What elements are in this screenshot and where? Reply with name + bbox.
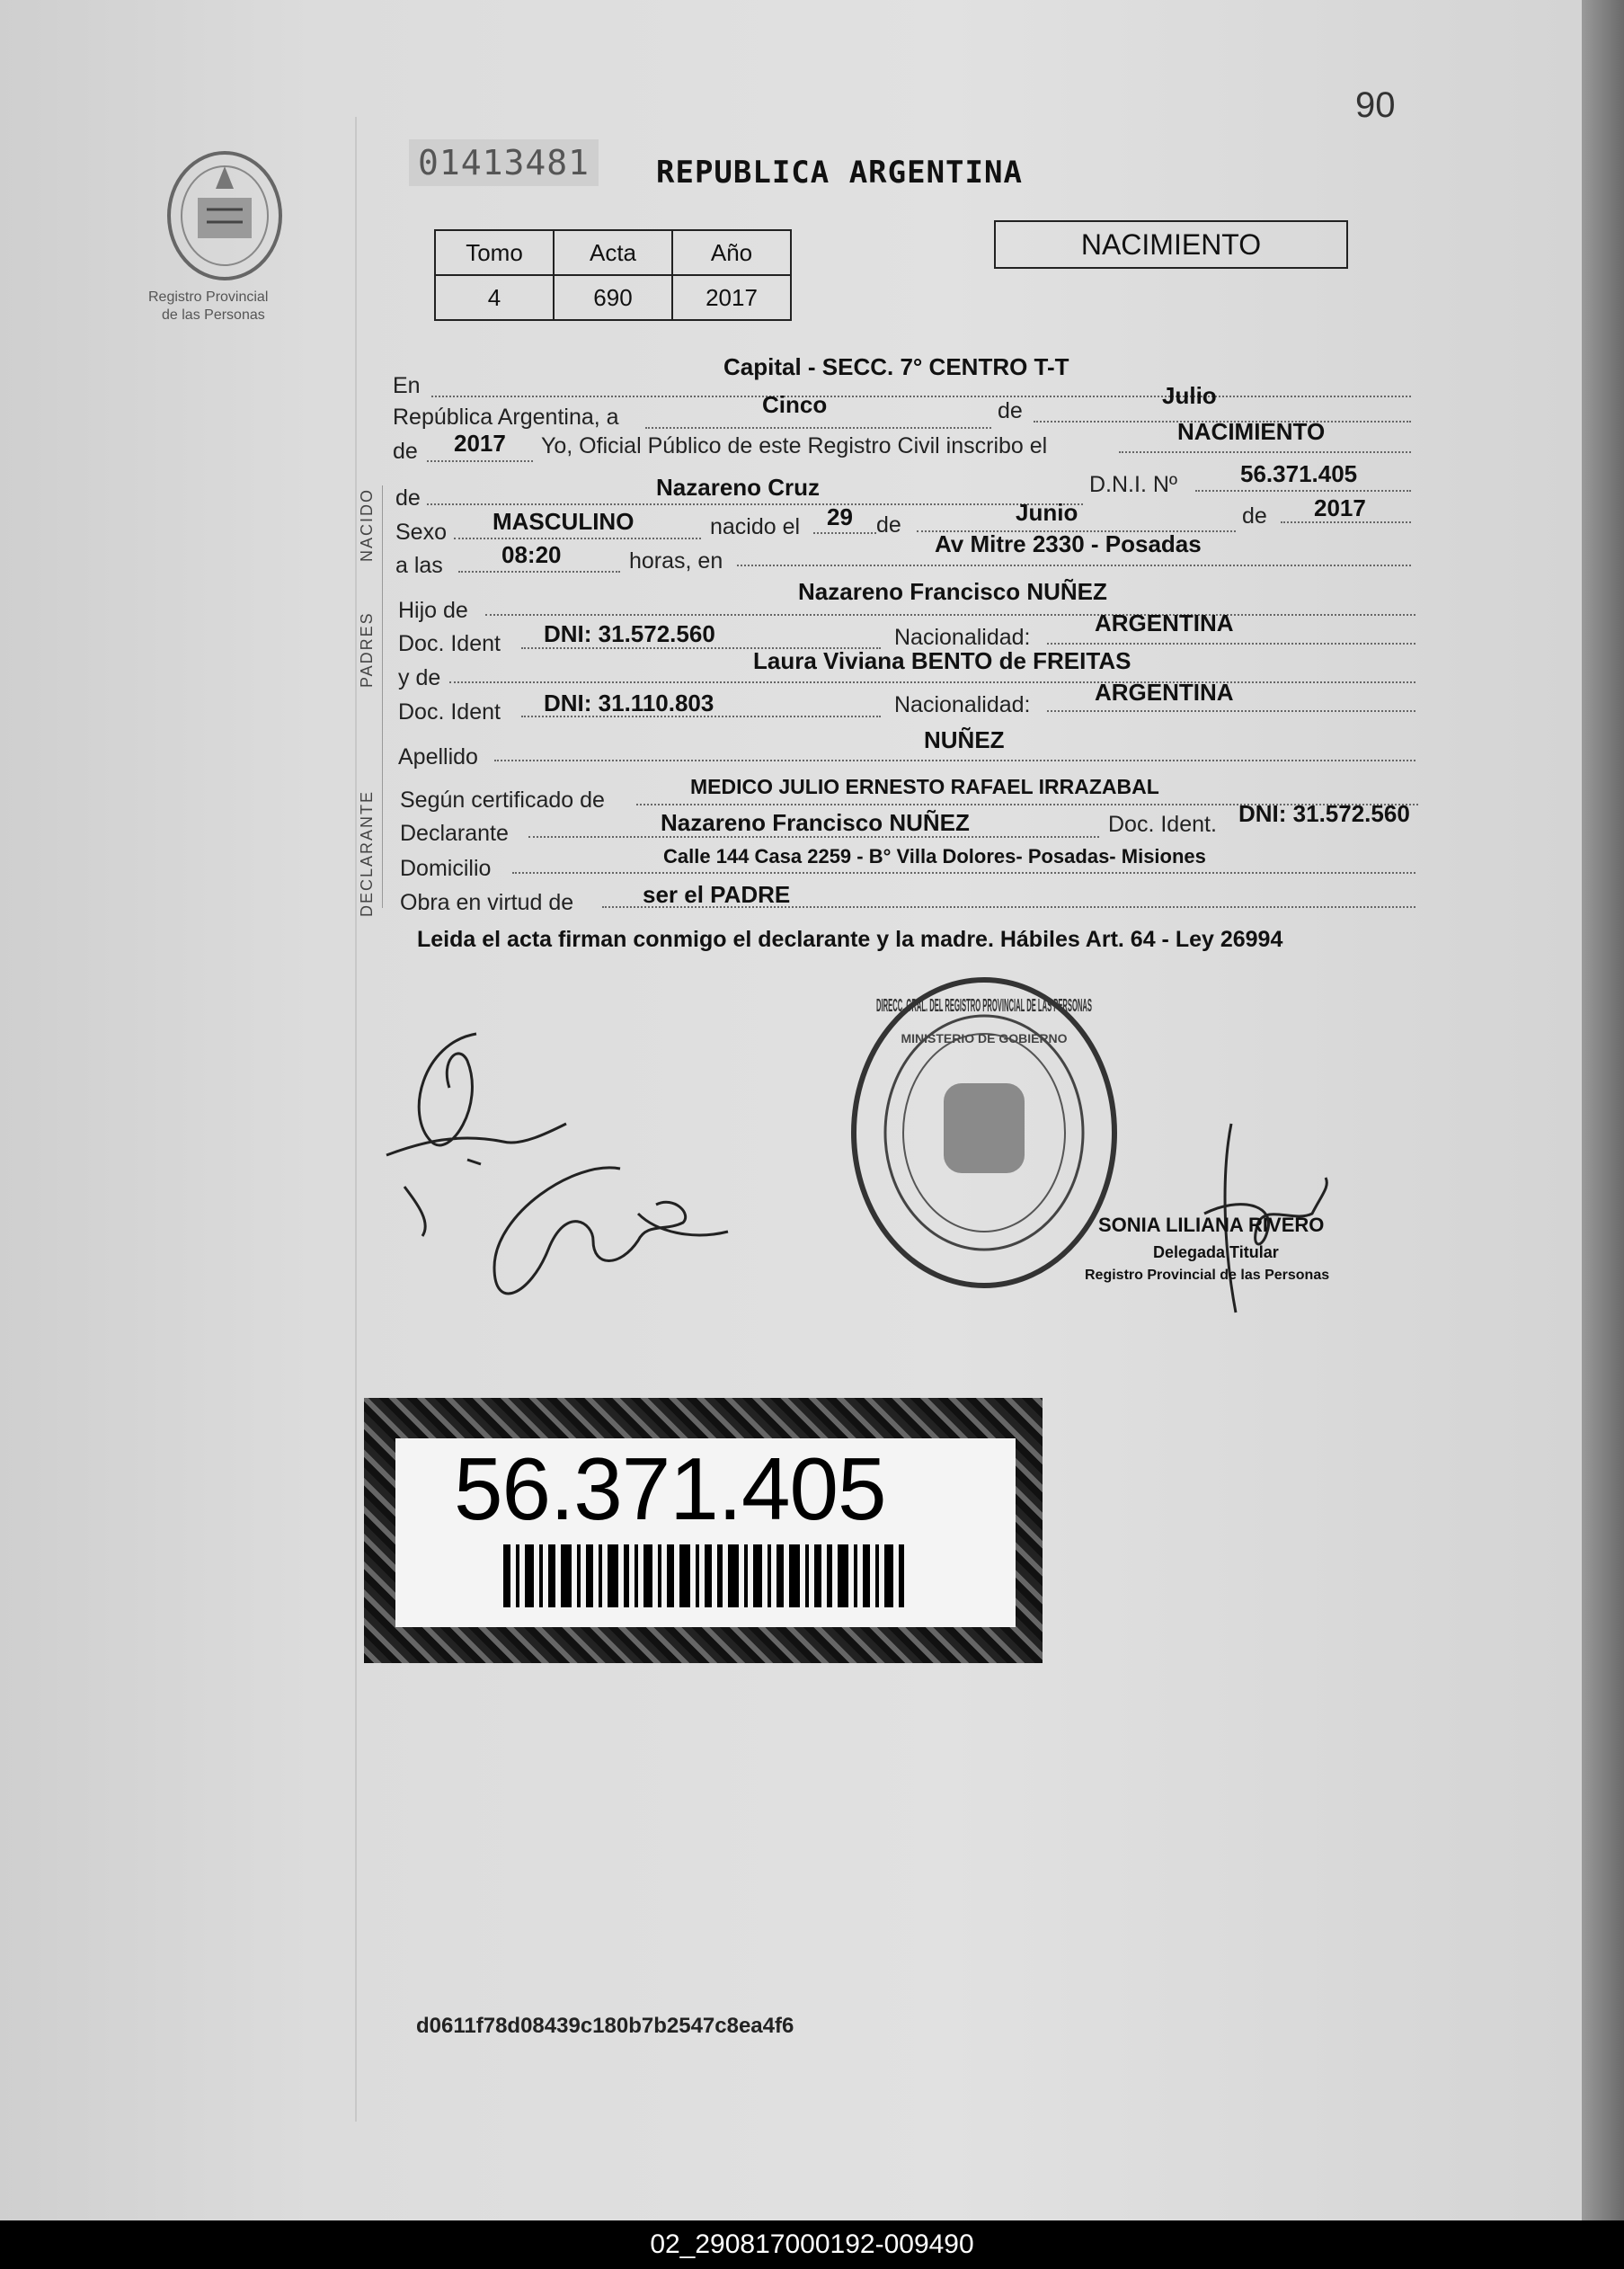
official-stamp — [845, 971, 1123, 1295]
label-apellido: Apellido — [398, 744, 478, 770]
value-declarante-doc: DNI: 31.572.560 — [1238, 800, 1410, 827]
province-shield-logo — [162, 148, 288, 283]
value-acto: NACIMIENTO — [1177, 418, 1326, 445]
td-tomo: 4 — [435, 275, 554, 320]
value-madre-nac: ARGENTINA — [1095, 679, 1234, 706]
value-apellido: NUÑEZ — [924, 726, 1005, 753]
value-padre: Nazareno Francisco NUÑEZ — [798, 578, 1107, 605]
header-title: REPUBLICA ARGENTINA — [656, 155, 1023, 191]
document-hash: d0611f78d08439c180b7b2547c8ea4f6 — [416, 2014, 794, 2038]
value-lugar: Capital - SECC. 7° CENTRO T-T — [723, 353, 1069, 380]
value-dni: 56.371.405 — [1240, 460, 1358, 487]
registry-label-line1: Registro Provincial — [148, 289, 269, 305]
label-doc-ident: Doc. Ident — [398, 631, 501, 656]
page-edge — [1582, 0, 1624, 2220]
fill-line — [494, 760, 1415, 761]
label-nacido-el: nacido el — [710, 514, 801, 539]
label-de: de — [876, 512, 901, 538]
fill-line — [645, 427, 991, 429]
fill-line — [1195, 490, 1411, 492]
stamp-text: DIRECC. GRAL. DEL REGISTRO PROVINCIAL DE LAS PERSONAS — [876, 996, 1092, 1016]
label-republica: República Argentina, a — [393, 405, 619, 430]
label-hijo-de: Hijo de — [398, 598, 468, 623]
fill-line — [454, 538, 701, 539]
fill-line — [1047, 710, 1415, 712]
value-mes: Julio — [1162, 382, 1217, 409]
section-label-padres: PADRES — [358, 611, 376, 688]
label-horas-en: horas, en — [629, 548, 723, 574]
value-nac-dia: 29 — [827, 503, 853, 530]
value-padre-doc: DNI: 31.572.560 — [544, 620, 715, 647]
fill-line — [737, 565, 1411, 566]
value-obra: ser el PADRE — [643, 881, 791, 908]
official-role: Delegada Titular — [1153, 1243, 1279, 1261]
label-de: de — [998, 398, 1023, 423]
fill-line — [427, 460, 533, 462]
th-anio: Año — [672, 230, 791, 275]
fill-line — [1047, 643, 1415, 645]
label-domicilio: Domicilio — [400, 856, 492, 881]
label-de: de — [393, 439, 418, 464]
label-nacionalidad: Nacionalidad: — [894, 692, 1031, 717]
handwritten-signatures — [368, 1007, 791, 1348]
fill-line — [427, 503, 1083, 505]
footer-id: 02_290817000192-009490 — [650, 2229, 974, 2259]
value-domicilio: Calle 144 Casa 2259 - B° Villa Dolores- Posadas- Misiones — [663, 845, 1206, 868]
label-doc-ident: Doc. Ident — [398, 699, 501, 725]
label-de: de — [1242, 503, 1267, 529]
label-dni: D.N.I. Nº — [1089, 472, 1178, 497]
tomo-acta-anio-table — [434, 229, 792, 321]
fill-line — [431, 396, 1411, 397]
value-declarante: Nazareno Francisco NUÑEZ — [661, 809, 970, 836]
td-acta: 690 — [554, 275, 672, 320]
barcode-icon — [503, 1544, 917, 1607]
label-de: de — [395, 485, 421, 511]
fill-line — [1119, 451, 1411, 453]
label-yo-oficial: Yo, Oficial Público de este Registro Civil inscribo el — [541, 433, 1048, 458]
value-nac-mes: Junio — [1016, 499, 1078, 526]
th-tomo: Tomo — [435, 230, 554, 275]
label-y-de: y de — [398, 665, 441, 690]
value-certificado: MEDICO JULIO ERNESTO RAFAEL IRRAZABAL — [690, 775, 1159, 798]
page-number: 90 — [1355, 85, 1396, 125]
doc-type-box: NACIMIENTO — [994, 220, 1348, 269]
serial-number: 01413481 — [409, 139, 599, 186]
registry-label-line2: de las Personas — [162, 307, 265, 323]
leida-note: Leida el acta firman conmigo el declarante y la madre. Hábiles Art. 64 - Ley 26994 — [417, 927, 1283, 952]
fill-line — [813, 532, 876, 534]
footer-bar — [0, 2220, 1624, 2269]
section-label-declarante: DECLARANTE — [358, 789, 376, 917]
label-declarante: Declarante — [400, 821, 509, 846]
barcode-number: 56.371.405 — [454, 1439, 886, 1538]
stamp-inner-text: MINISTERIO DE GOBIERNO — [901, 1031, 1068, 1046]
label-nacionalidad: Nacionalidad: — [894, 625, 1031, 650]
fill-line — [458, 571, 620, 573]
official-org: Registro Provincial de las Personas — [1085, 1268, 1330, 1283]
label-doc-ident2: Doc. Ident. — [1108, 812, 1217, 837]
value-lugar-nac: Av Mitre 2330 - Posadas — [935, 530, 1202, 557]
section-divider — [382, 485, 383, 908]
value-sexo: MASCULINO — [493, 508, 635, 535]
value-hora: 08:20 — [501, 541, 562, 568]
fill-line — [512, 872, 1415, 874]
value-nac-anio: 2017 — [1314, 494, 1366, 521]
label-segun-certificado: Según certificado de — [400, 787, 605, 813]
label-sexo: Sexo — [395, 520, 447, 545]
section-label-nacido: NACIDO — [358, 487, 376, 562]
label-obra: Obra en virtud de — [400, 890, 574, 915]
value-nombre: Nazareno Cruz — [656, 474, 821, 501]
value-madre: Laura Viviana BENTO de FREITAS — [753, 647, 1131, 674]
official-name: SONIA LILIANA RIVERO — [1098, 1214, 1325, 1236]
fill-line — [449, 681, 1415, 683]
fill-line — [485, 614, 1415, 616]
value-anio: 2017 — [454, 430, 506, 457]
value-padre-nac: ARGENTINA — [1095, 610, 1234, 636]
label-en: En — [393, 373, 421, 398]
value-madre-doc: DNI: 31.110.803 — [544, 690, 714, 716]
td-anio: 2017 — [672, 275, 791, 320]
label-a-las: a las — [395, 553, 443, 578]
th-acta: Acta — [554, 230, 672, 275]
value-dia: Cinco — [762, 391, 828, 418]
